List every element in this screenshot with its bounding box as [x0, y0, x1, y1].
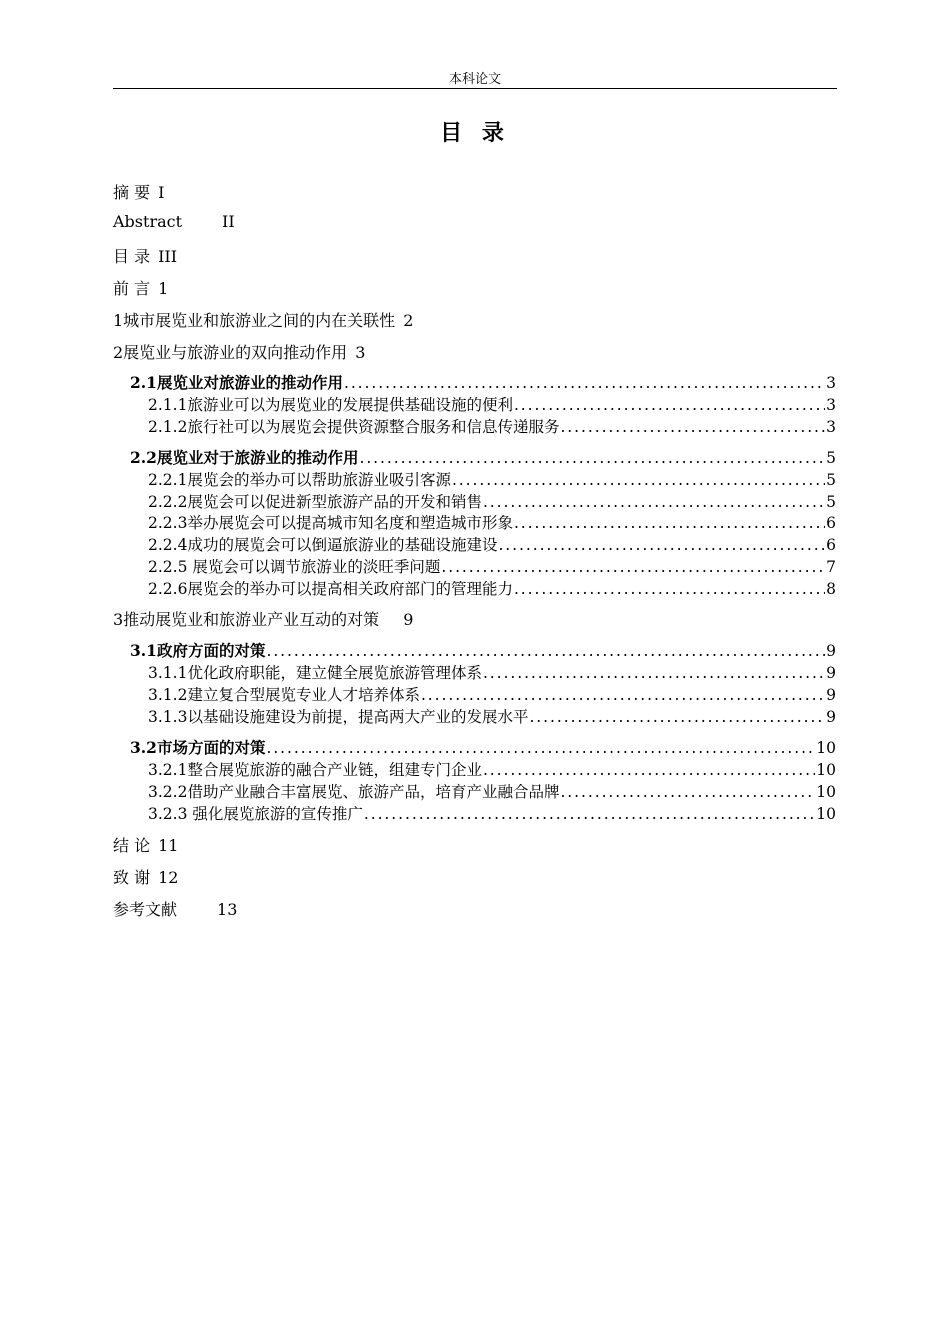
toc-entry-section-3-2[interactable]: [130, 736, 836, 758]
toc-leader-dots: [483, 664, 825, 682]
toc-entry-page: 9: [403, 610, 414, 629]
toc-entry-page: II: [222, 212, 235, 231]
toc-leader-dots: [560, 783, 815, 801]
toc-entry-section-2-2[interactable]: [130, 446, 836, 468]
toc-entry-chapter-1[interactable]: [113, 308, 413, 331]
toc-entry-page: 10: [816, 783, 836, 801]
toc-entry-section-2-1[interactable]: [130, 371, 836, 393]
toc-leader-dots: [266, 642, 825, 660]
header-divider: [113, 88, 837, 89]
toc-entry-title: 致 谢: [113, 868, 151, 887]
toc-entry-2-1-2[interactable]: [148, 415, 836, 437]
toc-entry-page: 1: [158, 279, 169, 298]
toc-entry-title: 3.1.1优化政府职能，建立健全展览旅游管理体系: [148, 664, 482, 682]
toc-entry-page: 10: [816, 739, 836, 757]
toc-leader-dots: [266, 739, 815, 757]
toc-entry-title: 2.2.5 展览会可以调节旅游业的淡旺季问题: [148, 558, 441, 576]
toc-leader-dots: [560, 418, 825, 436]
toc-entry-3-1-2[interactable]: [148, 683, 836, 705]
toc-entry-2-2-5[interactable]: [148, 555, 836, 577]
toc-entry-3-2-1[interactable]: [148, 758, 836, 780]
toc-entry-chapter-2[interactable]: [113, 340, 365, 363]
toc-leader-dots: [483, 761, 815, 779]
toc-leader-dots: [498, 536, 825, 554]
toc-entry-title: 参考文献: [113, 900, 178, 919]
toc-entry-title: 目 录: [113, 247, 151, 266]
toc-entry-page: 13: [217, 900, 238, 919]
toc-entry-contents[interactable]: [113, 244, 177, 267]
toc-entry-page: 2: [403, 311, 414, 330]
toc-entry-title: 2.2.2展览会可以促进新型旅游产品的开发和销售: [148, 493, 482, 511]
toc-entry-page: 9: [826, 708, 836, 726]
toc-leader-dots: [441, 558, 825, 576]
toc-leader-dots: [529, 708, 825, 726]
toc-entry-abstract-en[interactable]: [113, 212, 235, 231]
toc-entry-2-2-4[interactable]: [148, 533, 836, 555]
toc-entry-page: 10: [816, 761, 836, 779]
toc-entry-page: 8: [826, 580, 836, 598]
toc-entry-title: 3.2.1整合展览旅游的融合产业链，组建专门企业: [148, 761, 482, 779]
toc-entry-title: 1城市展览业和旅游业之间的内在关联性: [113, 311, 396, 330]
toc-entry-references[interactable]: [113, 897, 237, 920]
toc-entry-title: 3.2.2借助产业融合丰富展览、旅游产品，培育产业融合品牌: [148, 783, 560, 801]
toc-entry-page: 9: [826, 664, 836, 682]
toc-entry-page: 5: [826, 493, 836, 511]
toc-entry-2-1-1[interactable]: [148, 393, 836, 415]
toc-leader-dots: [514, 396, 825, 414]
toc-entry-preface[interactable]: [113, 276, 168, 299]
toc-entry-2-2-1[interactable]: [148, 468, 836, 490]
toc-entry-title: 3推动展览业和旅游业产业互动的对策: [113, 610, 380, 629]
toc-entry-title: 3.1.2建立复合型展览专业人才培养体系: [148, 686, 420, 704]
toc-title: 目 录: [440, 121, 510, 146]
toc-entry-title: 2展览业与旅游业的双向推动作用: [113, 343, 348, 362]
toc-entry-page: 3: [826, 396, 836, 414]
toc-entry-title: 前 言: [113, 279, 151, 298]
toc-entry-conclusion[interactable]: [113, 833, 178, 856]
toc-leader-dots: [514, 580, 825, 598]
toc-entry-3-1-1[interactable]: [148, 661, 836, 683]
toc-entry-title: 3.1.3以基础设施建设为前提，提高两大产业的发展水平: [148, 708, 529, 726]
toc-entry-page: 6: [826, 536, 836, 554]
toc-entry-page: 5: [826, 471, 836, 489]
toc-entry-page: 9: [826, 686, 836, 704]
toc-entry-3-1-3[interactable]: [148, 705, 836, 727]
toc-leader-dots: [483, 493, 825, 511]
toc-entry-page: III: [158, 247, 178, 266]
toc-entry-title: 2.2展览业对于旅游业的推动作用: [130, 448, 359, 467]
toc-entry-2-2-6[interactable]: [148, 577, 836, 599]
toc-entry-title: 2.2.3举办展览会可以提高城市知名度和塑造城市形象: [148, 514, 513, 532]
toc-leader-dots: [364, 805, 815, 823]
toc-entry-page: 3: [826, 374, 836, 392]
toc-entry-thanks[interactable]: [113, 865, 178, 888]
toc-entry-page: 3: [826, 418, 836, 436]
toc-entry-page: I: [158, 183, 165, 202]
toc-entry-page: 12: [158, 868, 179, 887]
toc-entry-title: 3.2.3 强化展览旅游的宣传推广: [148, 805, 363, 823]
toc-entry-page: 3: [355, 343, 366, 362]
toc-entry-2-2-3[interactable]: [148, 511, 836, 533]
toc-entry-3-2-2[interactable]: [148, 780, 836, 802]
toc-entry-chapter-3[interactable]: [113, 607, 413, 630]
toc-entry-3-2-3[interactable]: [148, 802, 836, 824]
toc-leader-dots: [421, 686, 825, 704]
toc-entry-title: 2.2.6展览会的举办可以提高相关政府部门的管理能力: [148, 580, 513, 598]
toc-leader-dots: [344, 374, 825, 392]
toc-entry-title: 2.1展览业对旅游业的推动作用: [130, 373, 343, 392]
toc-entry-page: 5: [826, 449, 836, 467]
toc-entry-page: 11: [158, 836, 179, 855]
toc-entry-page: 6: [826, 514, 836, 532]
toc-entry-title: 3.2市场方面的对策: [130, 738, 266, 757]
toc-entry-title: 2.1.1旅游业可以为展览业的发展提供基础设施的便利: [148, 396, 513, 414]
toc-entry-section-3-1[interactable]: [130, 639, 836, 661]
toc-entry-2-2-2[interactable]: [148, 490, 836, 512]
toc-leader-dots: [514, 514, 825, 532]
toc-entry-title: 摘 要: [113, 183, 151, 202]
toc-entry-title: Abstract: [113, 212, 183, 231]
toc-entry-title: 2.2.4成功的展览会可以倒逼旅游业的基础设施建设: [148, 536, 498, 554]
toc-entry-title: 2.1.2旅行社可以为展览会提供资源整合服务和信息传递服务: [148, 418, 560, 436]
toc-entry-page: 10: [816, 805, 836, 823]
toc-entry-page: 9: [826, 642, 836, 660]
page-header: 本科论文: [448, 72, 501, 87]
toc-entry-title: 3.1政府方面的对策: [130, 641, 266, 660]
toc-entry-page: 7: [826, 558, 836, 576]
toc-entry-title: 2.2.1展览会的举办可以帮助旅游业吸引客源: [148, 471, 451, 489]
toc-leader-dots: [359, 449, 825, 467]
toc-entry-title: 结 论: [113, 836, 151, 855]
toc-leader-dots: [452, 471, 825, 489]
toc-entry-abstract-cn[interactable]: [113, 180, 164, 203]
